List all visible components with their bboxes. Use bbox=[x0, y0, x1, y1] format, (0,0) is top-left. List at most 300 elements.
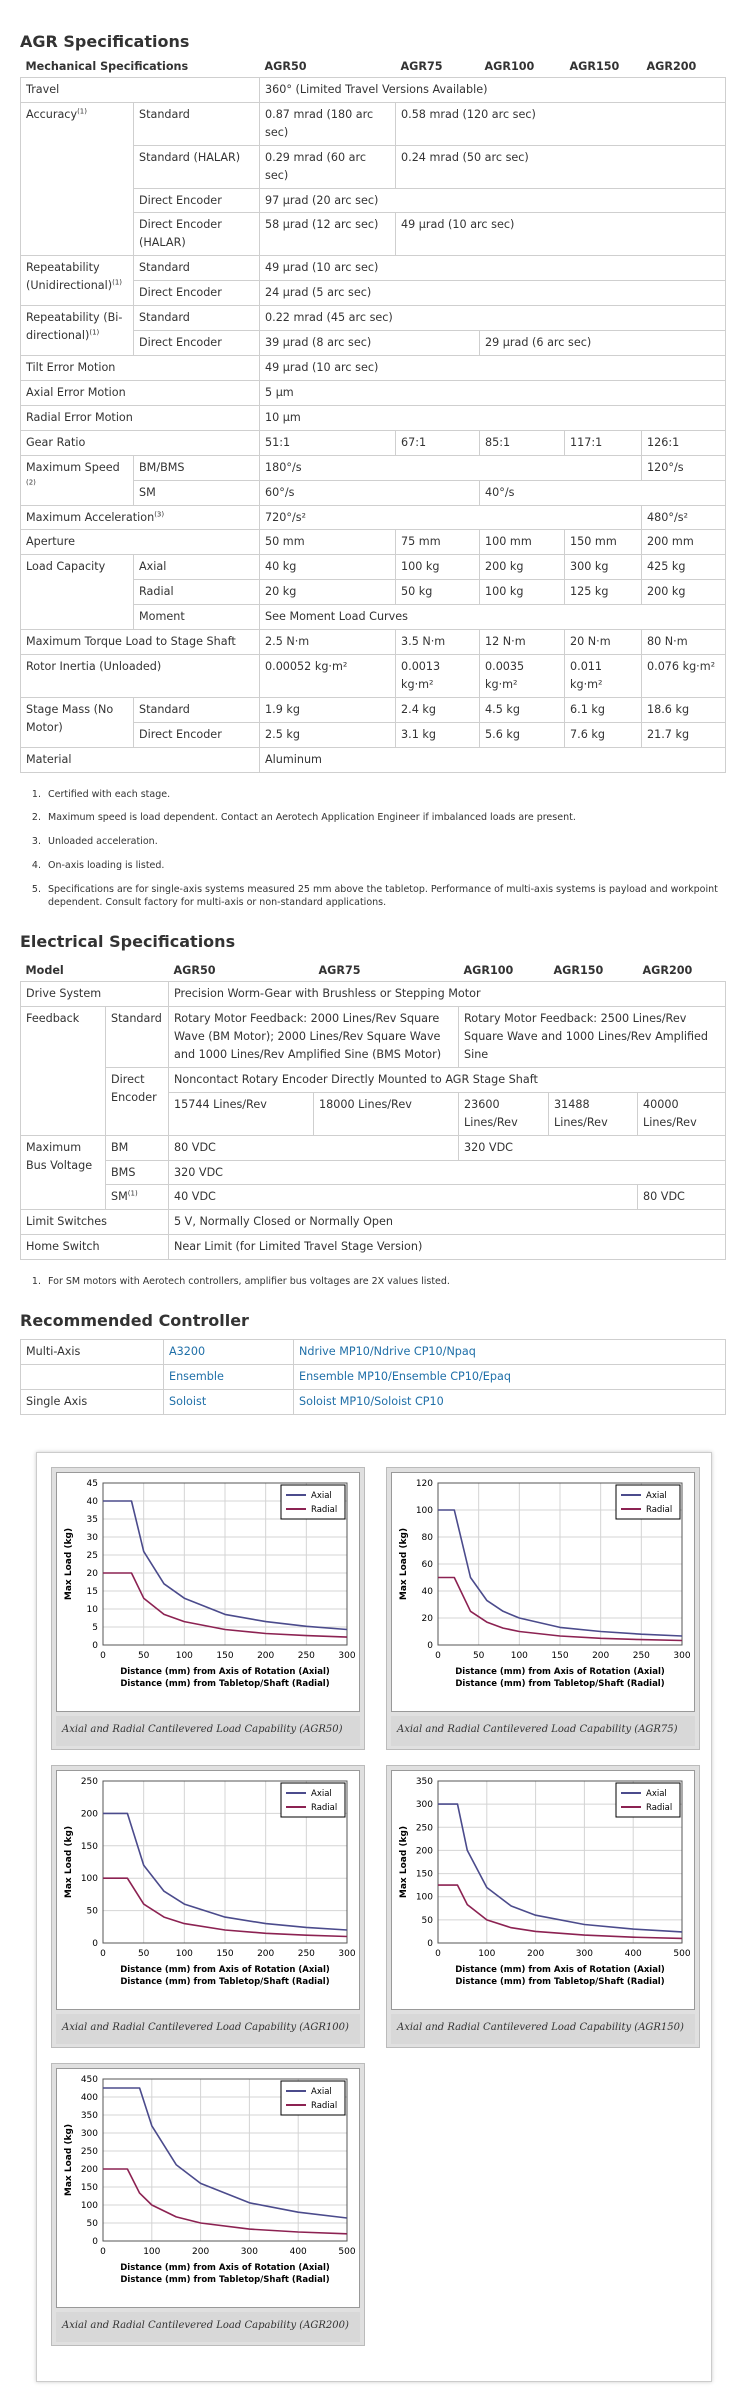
load-capability-figures bbox=[36, 1452, 712, 2382]
row-label: Accuracy$^{(1)}$ bbox=[21, 102, 134, 255]
legend-label: Radial bbox=[646, 1803, 673, 1813]
cell: 18.6 kg bbox=[642, 697, 726, 722]
x-tick-label: 250 bbox=[297, 1949, 315, 1959]
header-cell: AGR200 bbox=[638, 960, 726, 981]
y-tick-label: 200 bbox=[80, 2165, 98, 2175]
cell: 0.076 kg·m² bbox=[642, 655, 726, 698]
row-label: Maximum Bus Voltage bbox=[21, 1135, 106, 1210]
recommended-controller-title: Recommended Controller bbox=[20, 1311, 249, 1330]
y-tick-label: 120 bbox=[415, 1479, 433, 1489]
cell: Rotary Motor Feedback: 2000 Lines/Rev Square Wave (BM Motor); 2000 Lines/Rev Square Wave and 1000 Lines/Rev Amplified Sine (BMS Motor) bbox=[169, 1007, 459, 1068]
legend-label: Axial bbox=[646, 1491, 667, 1501]
y-tick-label: 450 bbox=[80, 2075, 98, 2085]
y-tick-label: 60 bbox=[421, 1560, 433, 1570]
row-label: Drive System bbox=[21, 982, 169, 1007]
x-tick-label: 400 bbox=[289, 2247, 307, 2257]
cell: 49 µrad (10 arc sec) bbox=[260, 256, 726, 281]
y-tick-label: 100 bbox=[415, 1892, 433, 1903]
x-tick-label: 200 bbox=[257, 1651, 275, 1661]
y-tick-label: 45 bbox=[86, 1479, 98, 1489]
y-axis-label: Max Load (kg) bbox=[399, 1825, 409, 1899]
x-axis-label: Distance (mm) from Axis of Rotation (Axial) bbox=[120, 2263, 330, 2273]
row-label: Aperture bbox=[21, 530, 260, 555]
chart-agr200 bbox=[56, 2068, 360, 2308]
table-row bbox=[21, 697, 726, 722]
x-axis-label: Distance (mm) from Axis of Rotation (Axial) bbox=[120, 1667, 330, 1677]
controller-link-soloist[interactable]: Soloist bbox=[169, 1394, 207, 1408]
footnote: 1. Certified with each stage. bbox=[44, 788, 726, 802]
cell: 40 VDC bbox=[169, 1185, 638, 1210]
sub-label: SM bbox=[134, 480, 260, 505]
footnote: 5. Specifications are for single-axis systems measured 25 mm above the tabletop. Performance of multi-axis systems is payload and workpoint dependent. Consult factory for multi-axis or non-standard applications. bbox=[44, 883, 726, 911]
figure-caption: Axial and Radial Cantilevered Load Capability (AGR100) bbox=[56, 2014, 360, 2044]
chart-svg bbox=[392, 1771, 694, 2009]
models-link-ndrive[interactable]: Ndrive MP10/Ndrive CP10/Npaq bbox=[299, 1345, 476, 1358]
x-tick-label: 100 bbox=[175, 1651, 193, 1661]
row-label: Radial Error Motion bbox=[21, 405, 260, 430]
cell: 200 kg bbox=[480, 555, 565, 580]
cell: 23600 Lines/Rev bbox=[459, 1092, 549, 1135]
header-cell: AGR100 bbox=[459, 960, 549, 981]
x-tick-label: 100 bbox=[478, 1949, 496, 1959]
y-tick-label: 350 bbox=[80, 2111, 98, 2121]
row-label: Travel bbox=[21, 77, 260, 102]
cell: 60°/s bbox=[260, 480, 480, 505]
cell: 4.5 kg bbox=[480, 697, 565, 722]
x-axis-label-2: Distance (mm) from Tabletop/Shaft (Radial) bbox=[120, 1679, 330, 1689]
cell: 29 µrad (6 arc sec) bbox=[480, 331, 726, 356]
cell: 0.22 mrad (45 arc sec) bbox=[260, 306, 726, 331]
legend-label: Radial bbox=[311, 1505, 338, 1515]
cell: 39 µrad (8 arc sec) bbox=[260, 331, 480, 356]
electrical-specifications-title: Electrical Specifications bbox=[20, 932, 236, 952]
cell: Precision Worm-Gear with Brushless or Stepping Motor bbox=[169, 982, 726, 1007]
y-tick-label: 10 bbox=[86, 1605, 98, 1615]
legend-label: Radial bbox=[311, 1803, 338, 1813]
cell: 720°/s² bbox=[260, 505, 642, 530]
table-row bbox=[21, 102, 726, 145]
cell: 3.1 kg bbox=[396, 722, 480, 747]
chart-svg bbox=[57, 1473, 359, 1711]
cell: 200 mm bbox=[642, 530, 726, 555]
x-tick-label: 0 bbox=[435, 1949, 441, 1959]
row-label: Multi-Axis bbox=[21, 1340, 164, 1365]
cell: 80 VDC bbox=[169, 1135, 459, 1160]
y-tick-label: 25 bbox=[86, 1551, 98, 1561]
table-row bbox=[21, 355, 726, 380]
row-label: Material bbox=[21, 747, 260, 772]
y-tick-label: 40 bbox=[421, 1587, 433, 1597]
x-tick-label: 250 bbox=[297, 1651, 315, 1661]
figure-caption: Axial and Radial Cantilevered Load Capability (AGR75) bbox=[391, 1716, 695, 1746]
y-tick-label: 80 bbox=[421, 1533, 433, 1543]
cell: 120°/s bbox=[642, 455, 726, 480]
cell: 0.0035 kg·m² bbox=[480, 655, 565, 698]
y-tick-label: 400 bbox=[80, 2093, 98, 2103]
legend-label: Axial bbox=[311, 2087, 332, 2097]
x-tick-label: 50 bbox=[137, 1651, 150, 1661]
row-label: Axial Error Motion bbox=[21, 380, 260, 405]
cell: 0.58 mrad (120 arc sec) bbox=[396, 102, 726, 145]
legend-label: Axial bbox=[311, 1491, 332, 1501]
table-row bbox=[21, 1067, 726, 1092]
x-tick-label: 200 bbox=[592, 1651, 610, 1661]
footnote: 3. Unloaded acceleration. bbox=[44, 835, 726, 849]
x-tick-label: 400 bbox=[624, 1949, 642, 1959]
chart-agr100 bbox=[56, 1770, 360, 2010]
header-cell: AGR75 bbox=[314, 960, 459, 981]
cell: 40 kg bbox=[260, 555, 396, 580]
x-axis-label-2: Distance (mm) from Tabletop/Shaft (Radial) bbox=[120, 2275, 330, 2285]
row-label: Maximum Speed $^{(2)}$ bbox=[21, 455, 134, 505]
header-cell: AGR150 bbox=[549, 960, 638, 981]
cell: 50 mm bbox=[260, 530, 396, 555]
sub-label: Axial bbox=[134, 555, 260, 580]
y-tick-label: 350 bbox=[415, 1777, 433, 1787]
row-label: Maximum Torque Load to Stage Shaft bbox=[21, 630, 260, 655]
cell: 0.00052 kg·m² bbox=[260, 655, 396, 698]
legend-label: Radial bbox=[646, 1505, 673, 1515]
figure-caption: Axial and Radial Cantilevered Load Capability (AGR200) bbox=[56, 2312, 360, 2342]
y-tick-label: 0 bbox=[92, 1939, 98, 1949]
y-tick-label: 5 bbox=[92, 1623, 98, 1633]
row-label: Feedback bbox=[21, 1007, 106, 1136]
table-row bbox=[21, 655, 726, 698]
y-axis-label: Max Load (kg) bbox=[64, 1825, 74, 1899]
table-row bbox=[21, 747, 726, 772]
x-tick-label: 150 bbox=[216, 1651, 234, 1661]
header-cell: AGR50 bbox=[169, 960, 314, 981]
cell: 49 µrad (10 arc sec) bbox=[260, 355, 726, 380]
cell: 480°/s² bbox=[642, 505, 726, 530]
sub-label: Standard bbox=[106, 1007, 169, 1068]
cell: 6.1 kg bbox=[565, 697, 642, 722]
header-cell: AGR150 bbox=[565, 56, 642, 77]
sub-label: Direct Encoder bbox=[134, 188, 260, 213]
cell: 360° (Limited Travel Versions Available) bbox=[260, 77, 726, 102]
cell: 0.87 mrad (180 arc sec) bbox=[260, 102, 396, 145]
x-tick-label: 500 bbox=[673, 1949, 691, 1959]
x-tick-label: 0 bbox=[435, 1651, 441, 1661]
sub-label: Direct Encoder bbox=[106, 1067, 169, 1135]
chart-agr50 bbox=[56, 1472, 360, 1712]
x-tick-label: 100 bbox=[143, 2247, 161, 2257]
cell: 1.9 kg bbox=[260, 697, 396, 722]
header-cell: AGR100 bbox=[480, 56, 565, 77]
cell: Noncontact Rotary Encoder Directly Mounted to AGR Stage Shaft bbox=[169, 1067, 726, 1092]
y-tick-label: 150 bbox=[80, 1841, 98, 1852]
x-tick-label: 300 bbox=[240, 2247, 258, 2257]
header-cell: AGR50 bbox=[260, 56, 396, 77]
cell: 49 µrad (10 arc sec) bbox=[396, 213, 726, 256]
cell: 5.6 kg bbox=[480, 722, 565, 747]
table-header-row bbox=[21, 960, 726, 981]
table-row bbox=[21, 1364, 726, 1389]
x-tick-label: 50 bbox=[472, 1651, 485, 1661]
y-tick-label: 50 bbox=[421, 1915, 433, 1926]
cell: 21.7 kg bbox=[642, 722, 726, 747]
x-tick-label: 300 bbox=[338, 1651, 356, 1661]
sub-label: Radial bbox=[134, 580, 260, 605]
x-tick-label: 150 bbox=[551, 1651, 569, 1661]
cell: 100 kg bbox=[480, 580, 565, 605]
x-tick-label: 200 bbox=[192, 2247, 210, 2257]
legend-label: Axial bbox=[311, 1789, 332, 1799]
cell: 12 N·m bbox=[480, 630, 565, 655]
cell: 7.6 kg bbox=[565, 722, 642, 747]
table-row bbox=[21, 555, 726, 580]
cell: 2.5 N·m bbox=[260, 630, 396, 655]
cell: 20 kg bbox=[260, 580, 396, 605]
x-tick-label: 0 bbox=[100, 1949, 106, 1959]
chart-svg bbox=[392, 1473, 694, 1711]
y-tick-label: 20 bbox=[86, 1569, 98, 1579]
table-row bbox=[21, 77, 726, 102]
cell: 10 µm bbox=[260, 405, 726, 430]
x-tick-label: 250 bbox=[632, 1651, 650, 1661]
table-row bbox=[21, 380, 726, 405]
figure-agr150 bbox=[386, 1765, 700, 2048]
y-axis-label: Max Load (kg) bbox=[64, 1527, 74, 1601]
y-tick-label: 150 bbox=[80, 2183, 98, 2193]
row-label: Home Switch bbox=[21, 1235, 169, 1260]
cell: 0.24 mrad (50 arc sec) bbox=[396, 145, 726, 188]
cell: See Moment Load Curves bbox=[260, 605, 726, 630]
row-label: Maximum Acceleration$^{(3)}$ bbox=[21, 505, 260, 530]
cell: 0.29 mrad (60 arc sec) bbox=[260, 145, 396, 188]
table-row bbox=[21, 405, 726, 430]
y-axis-label: Max Load (kg) bbox=[399, 1527, 409, 1601]
cell: 80 N·m bbox=[642, 630, 726, 655]
row-label: Load Capacity bbox=[21, 555, 134, 630]
chart-agr75 bbox=[391, 1472, 695, 1712]
header-cell: Mechanical Specifications bbox=[21, 56, 260, 77]
y-tick-label: 35 bbox=[86, 1515, 98, 1525]
cell: 100 kg bbox=[396, 555, 480, 580]
cell: 18000 Lines/Rev bbox=[314, 1092, 459, 1135]
cell: 40000 Lines/Rev bbox=[638, 1092, 726, 1135]
cell: 100 mm bbox=[480, 530, 565, 555]
x-axis-label-2: Distance (mm) from Tabletop/Shaft (Radial) bbox=[455, 1679, 665, 1689]
row-label: Limit Switches bbox=[21, 1210, 169, 1235]
y-tick-label: 0 bbox=[427, 1939, 433, 1949]
cell: 320 VDC bbox=[459, 1135, 726, 1160]
figure-caption: Axial and Radial Cantilevered Load Capability (AGR150) bbox=[391, 2014, 695, 2044]
cell: 150 mm bbox=[565, 530, 642, 555]
sub-label: Moment bbox=[134, 605, 260, 630]
cell: 40°/s bbox=[480, 480, 726, 505]
cell: 200 kg bbox=[642, 580, 726, 605]
x-tick-label: 100 bbox=[510, 1651, 528, 1661]
figure-agr200 bbox=[51, 2063, 365, 2346]
y-axis-label: Max Load (kg) bbox=[64, 2123, 74, 2197]
cell: 24 µrad (5 arc sec) bbox=[260, 281, 726, 306]
legend-label: Radial bbox=[311, 2101, 338, 2111]
x-tick-label: 300 bbox=[673, 1651, 691, 1661]
sub-label: BM bbox=[106, 1135, 169, 1160]
figure-agr75 bbox=[386, 1467, 700, 1750]
cell: 80 VDC bbox=[638, 1185, 726, 1210]
y-tick-label: 0 bbox=[92, 1641, 98, 1651]
table-row bbox=[21, 430, 726, 455]
cell: 67:1 bbox=[396, 430, 480, 455]
row-label: Tilt Error Motion bbox=[21, 355, 260, 380]
x-tick-label: 200 bbox=[257, 1949, 275, 1959]
cell: 0.0013 kg·m² bbox=[396, 655, 480, 698]
x-tick-label: 50 bbox=[137, 1949, 150, 1959]
chart-agr150 bbox=[391, 1770, 695, 2010]
row-label bbox=[21, 1364, 164, 1389]
row-label: Rotor Inertia (Unloaded) bbox=[21, 655, 260, 698]
table-row bbox=[21, 530, 726, 555]
cell: 2.4 kg bbox=[396, 697, 480, 722]
header-cell: AGR75 bbox=[396, 56, 480, 77]
row-label: Single Axis bbox=[21, 1389, 164, 1414]
table-row bbox=[21, 1210, 726, 1235]
sub-label: BM/BMS bbox=[134, 455, 260, 480]
x-axis-label: Distance (mm) from Axis of Rotation (Axial) bbox=[120, 1965, 330, 1975]
x-axis-label-2: Distance (mm) from Tabletop/Shaft (Radial) bbox=[120, 1977, 330, 1987]
x-tick-label: 0 bbox=[100, 2247, 106, 2257]
y-tick-label: 200 bbox=[80, 1809, 98, 1820]
header-cell: AGR200 bbox=[642, 56, 726, 77]
x-tick-label: 150 bbox=[216, 1949, 234, 1959]
row-label: Repeatability (Unidirectional)$^{(1)}$ bbox=[21, 256, 134, 306]
footnote: 1. For SM motors with Aerotech controllers, amplifier bus voltages are 2X values listed. bbox=[44, 1275, 726, 1289]
cell: 97 µrad (20 arc sec) bbox=[260, 188, 726, 213]
cell: 58 µrad (12 arc sec) bbox=[260, 213, 396, 256]
cell: 180°/s bbox=[260, 455, 642, 480]
y-tick-label: 0 bbox=[92, 2237, 98, 2247]
row-label: Gear Ratio bbox=[21, 430, 260, 455]
cell: 300 kg bbox=[565, 555, 642, 580]
y-tick-label: 250 bbox=[415, 1823, 433, 1834]
y-tick-label: 100 bbox=[80, 2201, 98, 2211]
cell: 126:1 bbox=[642, 430, 726, 455]
sub-label: Standard bbox=[134, 256, 260, 281]
y-tick-label: 100 bbox=[80, 1874, 98, 1885]
cell: Near Limit (for Limited Travel Stage Version) bbox=[169, 1235, 726, 1260]
sub-label: Standard bbox=[134, 306, 260, 331]
table-row bbox=[21, 306, 726, 331]
controller-link-a3200[interactable]: A3200 bbox=[169, 1345, 206, 1358]
cell: 75 mm bbox=[396, 530, 480, 555]
cell: 3.5 N·m bbox=[396, 630, 480, 655]
table-row bbox=[21, 1185, 726, 1210]
cell: 15744 Lines/Rev bbox=[169, 1092, 314, 1135]
x-axis-label: Distance (mm) from Axis of Rotation (Axial) bbox=[455, 1667, 665, 1677]
controller-link-ensemble[interactable]: Ensemble bbox=[169, 1369, 224, 1383]
cell: 425 kg bbox=[642, 555, 726, 580]
y-tick-label: 40 bbox=[86, 1497, 98, 1507]
models-link-soloist[interactable]: Soloist MP10/Soloist CP10 bbox=[299, 1394, 444, 1408]
sub-label: Direct Encoder bbox=[134, 722, 260, 747]
cell: 50 kg bbox=[396, 580, 480, 605]
cell: Aluminum bbox=[260, 747, 726, 772]
chart-svg bbox=[57, 1771, 359, 2009]
mechanical-notes bbox=[20, 788, 726, 911]
chart-svg bbox=[57, 2069, 359, 2307]
figure-agr50 bbox=[51, 1467, 365, 1750]
sub-label: Direct Encoder (HALAR) bbox=[134, 213, 260, 256]
cell: 320 VDC bbox=[169, 1160, 726, 1185]
x-tick-label: 200 bbox=[527, 1949, 545, 1959]
x-tick-label: 300 bbox=[338, 1949, 356, 1959]
series-line-axial bbox=[438, 1804, 682, 1932]
x-tick-label: 0 bbox=[100, 1651, 106, 1661]
y-tick-label: 50 bbox=[86, 1906, 98, 1917]
table-row bbox=[21, 1389, 726, 1414]
models-link-ensemble[interactable]: Ensemble MP10/Ensemble CP10/Epaq bbox=[299, 1369, 511, 1383]
sub-label: Direct Encoder bbox=[134, 281, 260, 306]
figure-caption: Axial and Radial Cantilevered Load Capability (AGR50) bbox=[56, 1716, 360, 1746]
sub-label: SM$^{(1)}$ bbox=[106, 1185, 169, 1210]
header-cell: Model bbox=[21, 960, 169, 981]
table-row bbox=[21, 1235, 726, 1260]
electrical-notes bbox=[20, 1275, 726, 1289]
cell: 31488 Lines/Rev bbox=[549, 1092, 638, 1135]
cell: 5 µm bbox=[260, 380, 726, 405]
table-row bbox=[21, 1160, 726, 1185]
electrical-specifications-table bbox=[20, 960, 726, 1260]
y-tick-label: 300 bbox=[80, 2129, 98, 2139]
sub-label: Direct Encoder bbox=[134, 331, 260, 356]
series-line-radial bbox=[103, 2169, 347, 2234]
cell: 51:1 bbox=[260, 430, 396, 455]
y-tick-label: 100 bbox=[415, 1506, 433, 1516]
agr-specifications-title: AGR Specifications bbox=[20, 32, 190, 51]
table-row bbox=[21, 630, 726, 655]
y-tick-label: 15 bbox=[86, 1587, 98, 1597]
figure-agr100 bbox=[51, 1765, 365, 2048]
y-tick-label: 0 bbox=[427, 1641, 433, 1651]
legend-label: Axial bbox=[646, 1789, 667, 1799]
cell: 0.011 kg·m² bbox=[565, 655, 642, 698]
y-tick-label: 30 bbox=[86, 1533, 98, 1543]
x-axis-label: Distance (mm) from Axis of Rotation (Axial) bbox=[455, 1965, 665, 1975]
x-axis-label-2: Distance (mm) from Tabletop/Shaft (Radial) bbox=[455, 1977, 665, 1987]
footnote: 2. Maximum speed is load dependent. Contact an Aerotech Application Engineer if imbalanced loads are present. bbox=[44, 811, 726, 825]
mechanical-specifications-table bbox=[20, 56, 726, 773]
table-row bbox=[21, 256, 726, 281]
table-row bbox=[21, 455, 726, 480]
table-row bbox=[21, 1340, 726, 1365]
y-tick-label: 150 bbox=[415, 1869, 433, 1880]
table-header-row bbox=[21, 56, 726, 77]
y-tick-label: 250 bbox=[80, 1777, 98, 1787]
cell: 125 kg bbox=[565, 580, 642, 605]
table-row bbox=[21, 1135, 726, 1160]
cell: 85:1 bbox=[480, 430, 565, 455]
cell: 5 V, Normally Closed or Normally Open bbox=[169, 1210, 726, 1235]
x-tick-label: 500 bbox=[338, 2247, 356, 2257]
x-tick-label: 100 bbox=[175, 1949, 193, 1959]
table-row bbox=[21, 505, 726, 530]
cell: Rotary Motor Feedback: 2500 Lines/Rev Square Wave and 1000 Lines/Rev Amplified Sine bbox=[459, 1007, 726, 1068]
sub-label: Standard (HALAR) bbox=[134, 145, 260, 188]
row-label: Repeatability (Bi-directional)$^{(1)}$ bbox=[21, 306, 134, 356]
cell: 20 N·m bbox=[565, 630, 642, 655]
y-tick-label: 200 bbox=[415, 1846, 433, 1857]
footnote: 4. On-axis loading is listed. bbox=[44, 859, 726, 873]
y-tick-label: 300 bbox=[415, 1800, 433, 1811]
y-tick-label: 250 bbox=[80, 2147, 98, 2157]
sub-label: Standard bbox=[134, 697, 260, 722]
x-tick-label: 300 bbox=[575, 1949, 593, 1959]
y-tick-label: 20 bbox=[421, 1614, 433, 1624]
table-row bbox=[21, 982, 726, 1007]
cell: 117:1 bbox=[565, 430, 642, 455]
